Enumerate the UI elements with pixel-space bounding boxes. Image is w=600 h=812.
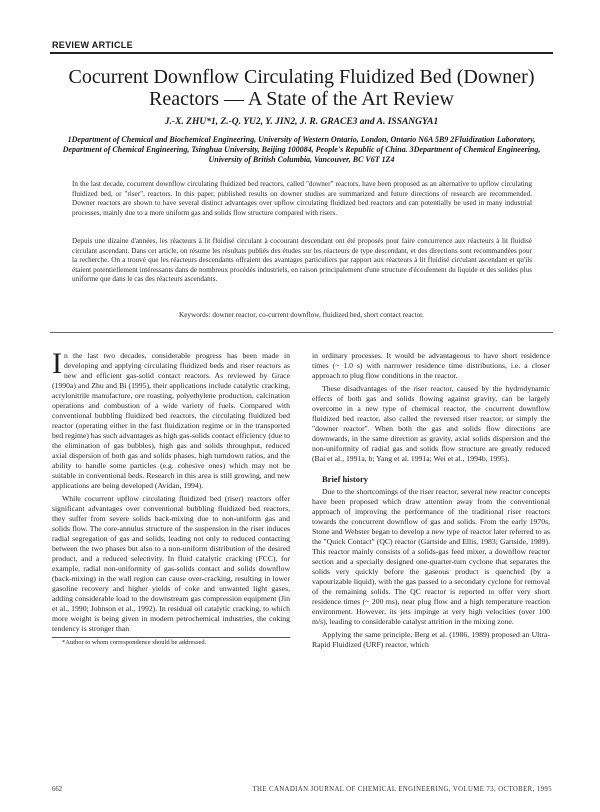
section-heading: Brief history [322,474,369,484]
paragraph: Due to the shortcomings of the riser reactor, several new reactor concepts have been proposed which draw attention away from the conventional approach of improving the performance of the traditional riser reactors towards the concurrent downflow of gas and solids. From the early 1970s, Stone and Webster began to develop a new type of reactor later referred to as the "Quick Contact" (QC) reactor (Gartside and Ellis, 1983; Gartside, 1989). This reactor mainly consists of a solids-gas feed mixer, a downflow reactor section and a specially designed one-quarter-turn cyclone that separates the solids very quickly before the gaseous product is quenched (by a vapourizable liquid), with the gas passed to a secondary cyclone for removal of the remaining solids. The QC reactor is reported to offer very short residence times (~ 200 ms), near plug flow and a high temperature reaction environment. However, its jets impinge at very high velocities (over 100 m/s), leading to considerable catalyst attrition in the mixing zone. [312,487,550,626]
paragraph [52,347,290,491]
paragraph: While cocurrent upflow circulating fluidized bed (riser) reactors offer significant advantages over conventional bubbling fluidized bed reactors, they suffer from severe solids back-mixing due to non-uniform gas and solids flow. The core-annulus structure of the suspension in the riser induces radial segregation of gas and solids, leading not only to reduced contacting between the two phases but also to a non-uniform distribution of the desired product, and a reduced selectivity. In fluid catalytic cracking (FCC), for example, radial non-uniformity of gas-solids contact and solids downflow (back-mixing) in the wall region can cause over-cracking, resulting in lower gasoline recovery and higher yields of coke and unwanted light gases, adding considerable load to the downstream gas compression equipment (Jin et al., 1990; Johnson et al., 1992). In residual oil catalytic cracking, to which more weight is being given in modern petrochemical industries, the coking tendency is stronger than [52,494,290,633]
journal-citation: THE CANADIAN JOURNAL OF CHEMICAL ENGINEERING, VOLUME 73, OCTOBER, 1995 [252,786,552,793]
author-list: J.-X. ZHU*1, Z.-Q. YU2, Y. JIN2, J. R. GRACE3 and A. ISSANGYA1 [164,117,439,127]
abstract-french: Depuis une dizaine d'années, les réacteurs à lit fluidisé circulant à cocourant descendant ont été proposés pour faire concurrence aux réacteurs à lit fluidisé circulant ascendant. Dans cet article, on résume les résultats publiés des études sur les réacteurs de type descendant, et des directions sont recommandées pour la recherche. On a trouvé que les réacteurs descendants offraient des avantages particuliers par rapport aux réacteurs à lit fluidisé circulant ascendant et qu'ils étaient potentiellement intéressants dans de nombreux procédés industriels, en raison principalement d'une structure d'écoulement du liquide et des solides plus uniforme que dans le cas des réacteurs ascendants. [72,237,532,284]
body-column-right [312,351,550,653]
keywords: Keywords: downer reactor, co-current downflow, fluidized bed, short contact reactor. [179,311,424,319]
affiliations: 1Department of Chemical and Biochemical Engineering, University of Western Ontario, London, Ontario N6A 5B9 2Fluidization Laboratory, Department of Chemical Engineering, Tsinghua University, Beijing 100084, People's Republic of China. 3Department of Chemical Engineering, University of British Columbia, Vancouver, BC V6T 1Z4 [62,135,541,164]
paragraph-text: n the last two decades, considerable progress has been made in developing and applying circulating fluidized beds and riser reactors as new and efficient gas-solid contact reactors. As reviewed by Grace (1990a) and Zhu and Bi (1995), their applications include catalytic cracking, acrylonitrile manufacture, ore roasting, polyethylene production, calcination operations and combustion of a wide variety of fuels. Compared with conventional bubbling fluidized bed reactors, the circulating fluidized bed reactor (operating either in the fast fluidization regime or in the transported bed regime) has such advantages as high gas-solids contact efficiency (due to the elimination of gas bubbles), high gas and solids throughput, reduced axial dispersion of both gas and solids phases, high turndown ratios, and the ability to handle some particles (e.g. cohesive ones) which may not be suitable in conventional beds. Research in this area is still growing, and new applications are being developed (Avidan, 1994). [52,351,290,490]
page-footer [52,786,552,793]
footnote: *Author to whom correspondence should be addressed. [52,637,290,647]
drop-cap: I [52,347,62,380]
page-number: 662 [52,786,63,793]
body-column-left [52,347,290,650]
paragraph: in ordinary processes. It would be advantageous to have short residence times (~ 1.0 s) with narrower residence time distributions, i.e. a closer approach to plug flow conditions in the reactor. [312,351,550,380]
section-label: REVIEW ARTICLE [52,40,133,50]
article-title: Cocurrent Downflow Circulating Fluidized Bed (Downer) Reactors — A State of the Art Review [68,66,535,110]
paragraph: Applying the same principle, Berg et al. (1986, 1989) proposed an Ultra-Rapid Fluidized (URF) reactor, which [312,630,550,649]
abstract-english: In the last decade, cocurrent downflow circulating fluidized bed reactors, called "downer" reactors, have been proposed as an alternative to upflow circulating fluidized bed, or "riser", reactors. In this paper, published results on downer studies are summarized and future directions of research are recommended. Downer reactors are shown to have several distinct advantages over upflow circulating fluidized bed reactors and can potentially be used in many industrial processes, mainly due to a more uniform gas and solids flow structure compared with risers. [72,180,532,217]
header-rule [50,52,553,54]
abstract-rule [50,332,553,333]
paragraph: These disadvantages of the riser reactor, caused by the hydrodynamic effects of both gas and solids flowing against gravity, can be largely overcome in a new type of chemical reactor, the cocurrent downflow fluidized bed reactor, also called the reversed riser reactor, or simply the "downer reactor". When both the gas and solids flow directions are downwards, in the same direction as gravity, axial solids dispersion and the non-uniformity of radial gas and solids flow structure are greatly reduced (Bai et al., 1991a, b; Yang et al. 1991a; Wei et al., 1994b, 1995). [312,384,550,463]
